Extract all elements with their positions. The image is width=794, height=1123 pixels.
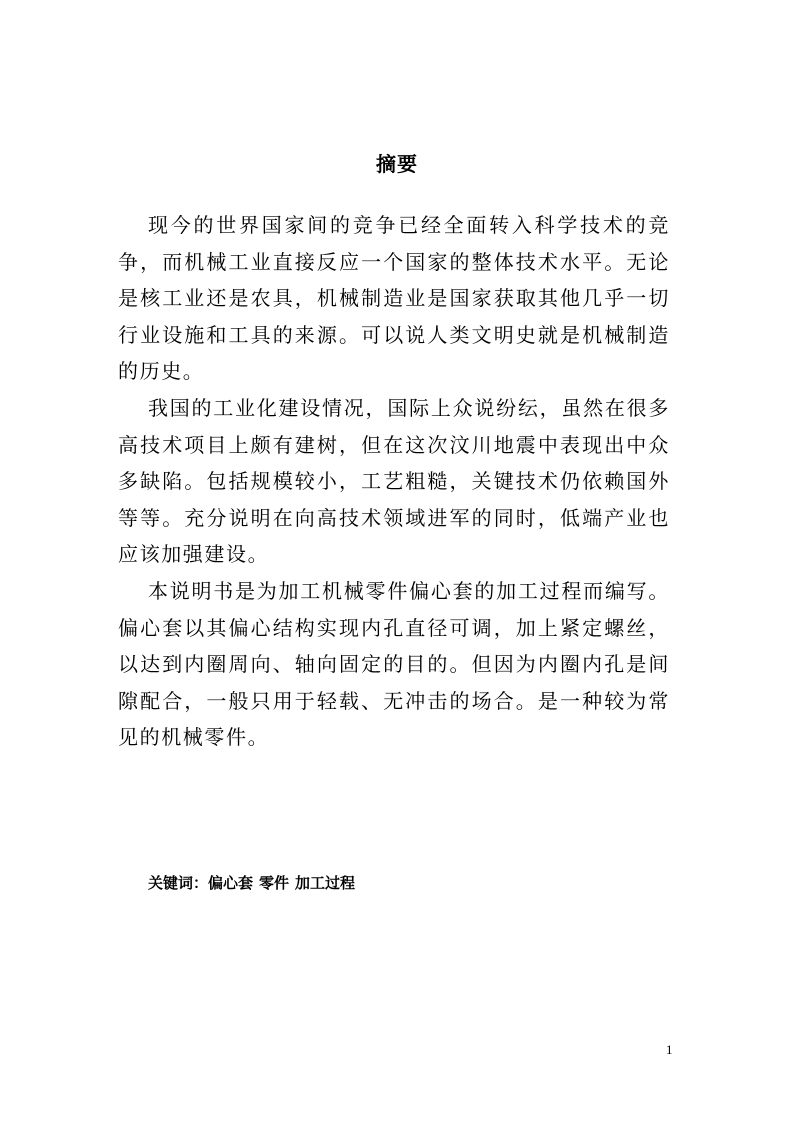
keywords-label: 关键词： — [148, 874, 209, 892]
paragraph-3: 本说明书是为加工机械零件偏心套的加工过程而编写。偏心套以其偏心结构实现内孔直径可调，加上紧定螺丝，以达到内圈周向、轴向固定的目的。但因为内圈内孔是间隙配合，一般只用于轻载、无冲击的场合。是一种较为常见的机械零件。 — [118, 578, 670, 750]
paragraph-2: 我国的工业化建设情况，国际上众说纷纭，虽然在很多高技术项目上颇有建树，但在这次汶川地震中表现出中众多缺陷。包括规模较小，工艺粗糙，关键技术仍依赖国外等等。充分说明在向高技术领域进军的同时，低端产业也应该加强建设。 — [118, 395, 670, 567]
keyword-item: 加工过程 — [295, 874, 356, 892]
page-number: 1 — [666, 1042, 673, 1057]
page-title: 摘要 — [376, 152, 418, 176]
paragraph-1: 现今的世界国家间的竞争已经全面转入科学技术的竞争，而机械工业直接反应一个国家的整体技术水平。无论是核工业还是农具，机械制造业是国家获取其他几乎一切行业设施和工具的来源。可以说人类文明史就是机械制造的历史。 — [118, 213, 670, 384]
abstract-body — [118, 207, 670, 756]
keyword-item: 偏心套 — [208, 874, 254, 892]
keyword-item: 零件 — [259, 874, 290, 892]
keywords-line — [148, 872, 361, 893]
